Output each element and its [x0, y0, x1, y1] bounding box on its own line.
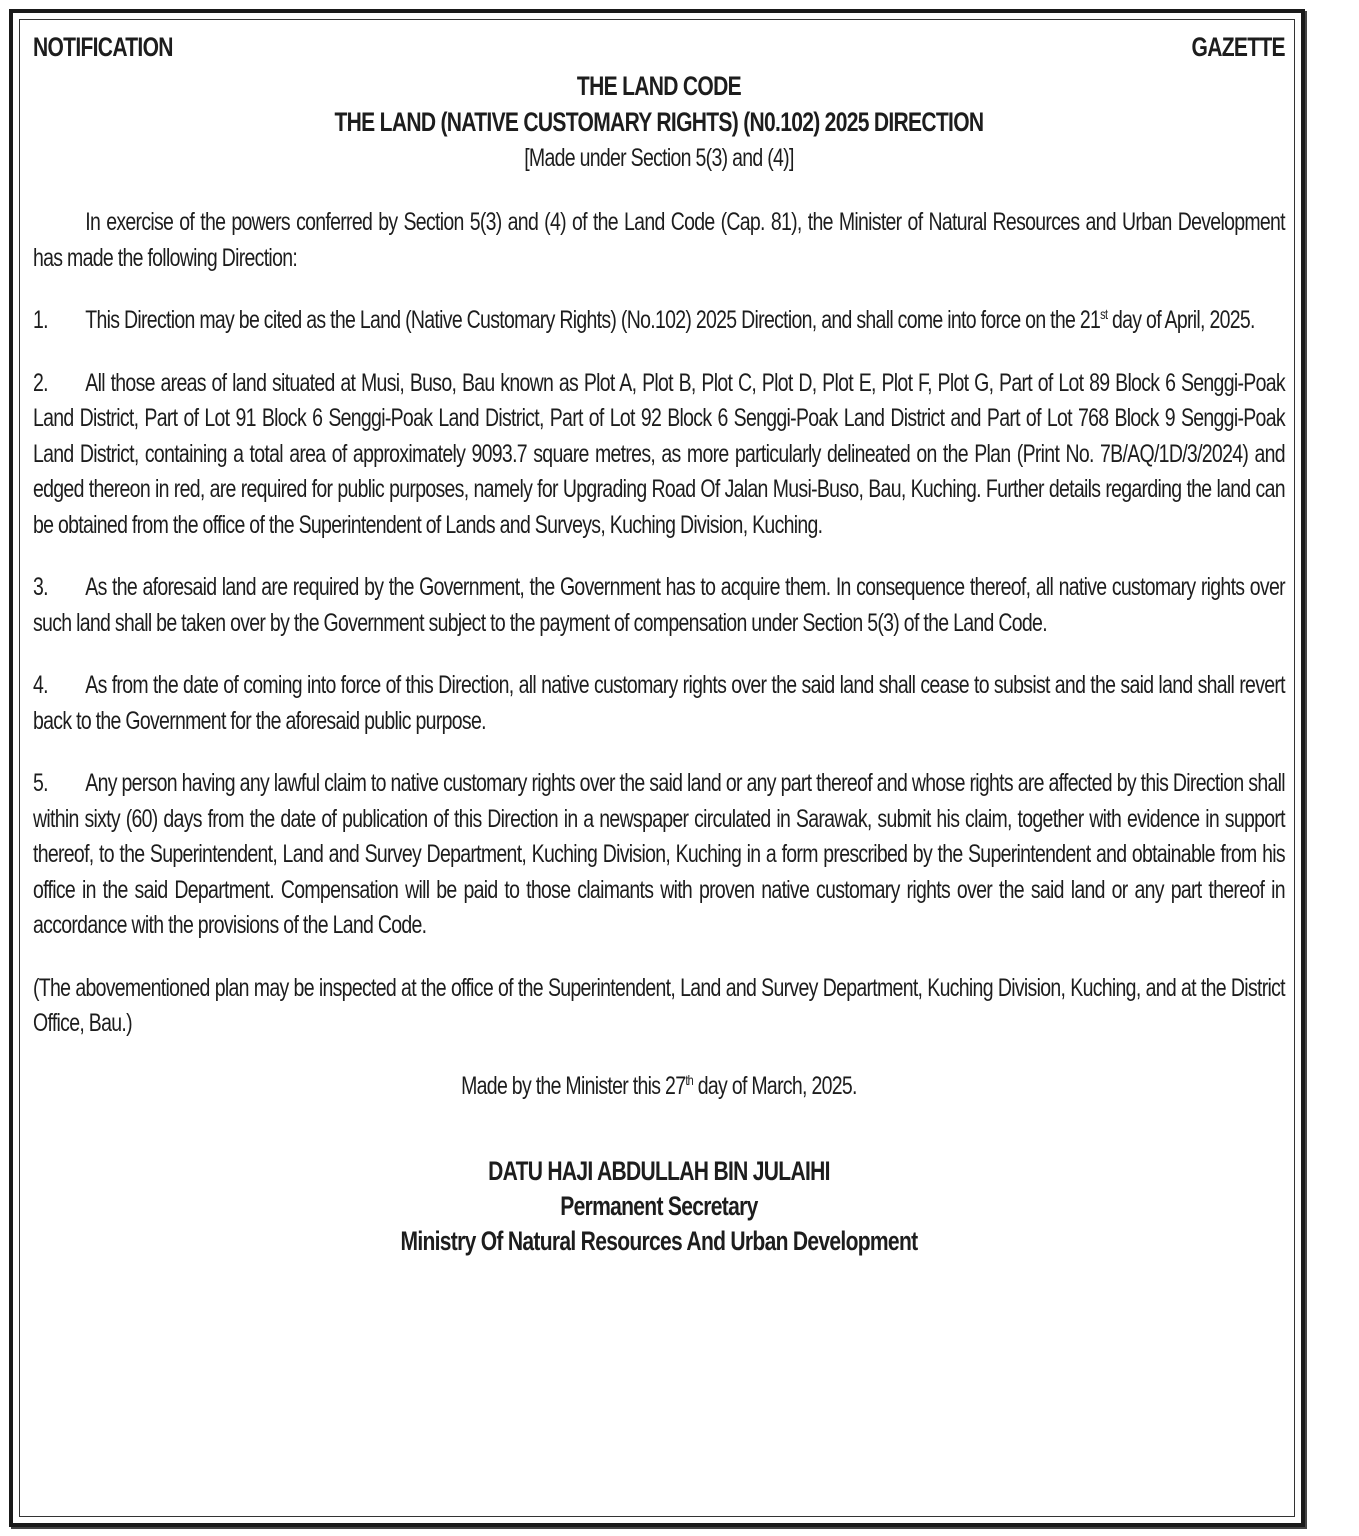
paragraph-number: 1.: [33, 306, 48, 334]
paragraph-4: [33, 668, 1285, 739]
paragraph-3: [33, 570, 1285, 641]
paragraph-number: 3.: [33, 573, 48, 601]
title-authority: [Made under Section 5(3) and (4)]: [524, 144, 794, 172]
paragraph-number: 4.: [33, 671, 48, 699]
paragraph-2: [33, 366, 1285, 544]
ordinal-suffix: th: [685, 1071, 694, 1088]
paragraph-text: Any person having any lawful claim to native customary rights over the said land or any part thereof and whose rights are affected by this Direction shall within sixty (60) days from the date of publication of this Direction in a newspaper circulated in Sarawak, submit his claim, together with evidence in support thereof, to the Superintendent, Land and Survey Department, Kuching Division, Kuching in a form prescribed by the Superintendent and obtainable from his office in the said Department. Compensation will be paid to those claimants with proven native customary rights over the said land or any part thereof in accordance with the provisions of the Land Code.: [33, 769, 1285, 939]
preamble-text: In exercise of the powers conferred by Section 5(3) and (4) of the Land Code (Cap. 81), the Minister of Natural Resources and Urban Development has made the following Direction:: [33, 208, 1285, 272]
signatory-ministry: Ministry Of Natural Resources And Urban Development: [400, 1226, 918, 1256]
paragraph-5: [33, 766, 1285, 944]
paragraph-text: As the aforesaid land are required by the Government, the Government has to acquire them. In consequence thereof, all native customary rights over such land shall be taken over by the Government subject to the payment of compensation under Section 5(3) of the Land Code.: [33, 573, 1285, 637]
notice-header: [33, 30, 1285, 68]
paragraph-text-end: day of April, 2025.: [1107, 306, 1255, 334]
paragraph-1: [33, 303, 1285, 339]
paragraph-number: 2.: [33, 368, 48, 397]
title-direction: THE LAND (NATIVE CUSTOMARY RIGHTS) (N0.102) 2025 DIRECTION: [334, 107, 984, 137]
ordinal-suffix: st: [1100, 306, 1108, 322]
gazette-notice: [33, 30, 1285, 1259]
made-by-line: [33, 1069, 1285, 1105]
paragraph-number: 5.: [33, 769, 48, 797]
gazette-label: GAZETTE: [1191, 32, 1285, 62]
preamble: [33, 205, 1285, 276]
made-by-text: Made by the Minister this 27: [461, 1071, 686, 1100]
signatory-position: Permanent Secretary: [560, 1191, 758, 1221]
notification-label: NOTIFICATION: [33, 32, 173, 62]
signatory-name: DATU HAJI ABDULLAH BIN JULAIHI: [488, 1156, 830, 1186]
paragraph-text: This Direction may be cited as the Land (Native Customary Rights) (No.102) 2025 Direction, and shall come into force on the 21: [85, 306, 1101, 334]
made-by-text-end: day of March, 2025.: [693, 1071, 857, 1100]
paragraph-text: As from the date of coming into force of this Direction, all native customary rights over the said land shall cease to subsist and the said land shall revert back to the Government for the aforesaid public purpose.: [33, 671, 1285, 735]
inspection-note: (The abovementioned plan may be inspected at the office of the Superintendent, Land and Survey Department, Kuching Division, Kuching, and at the District Office, Bau.): [33, 973, 1285, 1037]
notice-content: [33, 30, 1285, 1259]
title-land-code: THE LAND CODE: [576, 71, 741, 101]
paragraph-text: All those areas of land situated at Musi, Buso, Bau known as Plot A, Plot B, Plot C, Plot D, Plot E, Plot F, Plot G, Part of Lot 89 Block 6 Senggi-Poak Land District, Part of Lot 91 Block 6 Senggi-Poak Land District, Part of Lot 92 Block 6 Senggi-Poak Land District and Part of Lot 768 Block 9 Senggi-Poak Land District, containing a total area of approximately 9093.7 square metres, as more particularly delineated on the Plan (Print No. 7B/AQ/1D/3/2024) and edged thereon in red, are required for public purposes, namely for Upgrading Road Of Jalan Musi-Buso, Bau, Kuching. Further details regarding the land can be obtained from the office of the Superintendent of Lands and Surveys, Kuching Division, Kuching.: [33, 368, 1285, 539]
